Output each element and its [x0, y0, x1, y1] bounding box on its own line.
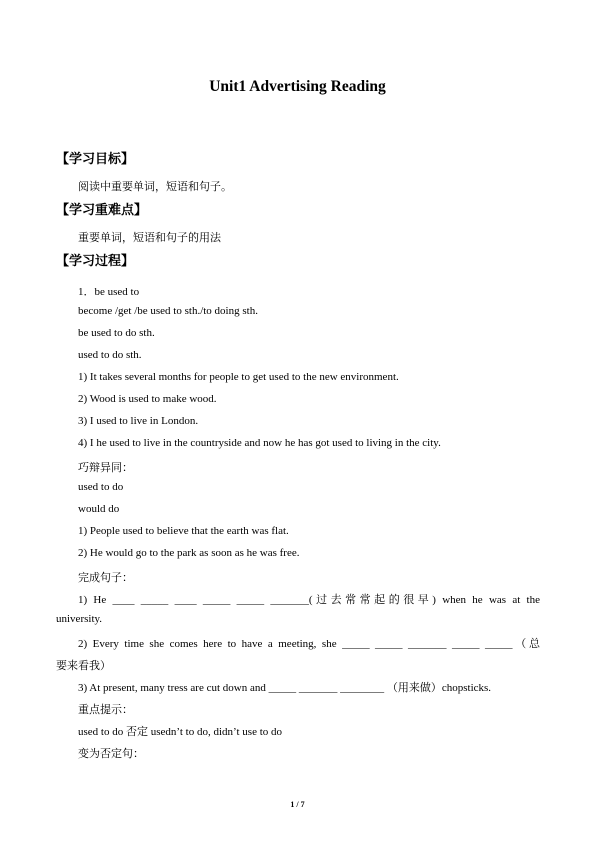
tips-heading: 重点提示： — [78, 704, 133, 716]
list-item: 巧辩异同： — [78, 462, 133, 474]
list-item: 1) People used to believe that the earth was flat. — [78, 525, 289, 537]
tips-text: used to do 否定 usedn’t to do, didn’t use to do — [78, 726, 283, 738]
list-item: become /get /be used to sth./to doing sth. — [78, 305, 258, 317]
list-item: 3) I used to live in London. — [78, 415, 199, 427]
list-item: 1) It takes several months for people to get used to the new environment. — [78, 371, 399, 383]
list-item: used to do — [78, 481, 124, 493]
section-heading-process: 【学习过程】 — [56, 253, 135, 268]
list-item: 2) Wood is used to make wood. — [78, 393, 217, 405]
list-item: would do — [78, 503, 120, 515]
list-item: be used to do sth. — [78, 327, 155, 339]
section-heading-key-points: 【学习重难点】 — [56, 202, 148, 217]
exercise-3-line: 3) At present, many tress are cut down and _____ _______ ________ （用来做）chopsticks. — [78, 682, 492, 694]
tips-instruction: 变为否定句： — [78, 748, 144, 760]
list-item: 完成句子： — [78, 572, 133, 584]
exercise-2-line: 2) Every time she comes here to have a meeting, she _____ _____ _______ _____ _____（总 — [78, 638, 540, 650]
exercise-2-continuation: 要来看我） — [56, 660, 111, 672]
section-heading-goals: 【学习目标】 — [56, 151, 135, 166]
list-item: used to do sth. — [78, 349, 142, 361]
page-title: Unit1 Advertising Reading — [209, 78, 386, 95]
goals-text: 阅读中重要单词，短语和句子。 — [78, 181, 232, 193]
page-number: 1 / 7 — [290, 800, 305, 809]
list-item: 1．be used to — [78, 286, 140, 298]
exercise-1-line: 1) He ____ _____ ____ _____ _____ _______(过去常常起的很早) when he was at the — [78, 594, 540, 606]
list-item: 4) I he used to live in the countryside and now he has got used to living in the city. — [78, 437, 441, 449]
exercise-1-continuation: university. — [56, 613, 103, 625]
list-item: 2) He would go to the park as soon as he was free. — [78, 547, 300, 559]
key-points-text: 重要单词，短语和句子的用法 — [78, 232, 221, 244]
